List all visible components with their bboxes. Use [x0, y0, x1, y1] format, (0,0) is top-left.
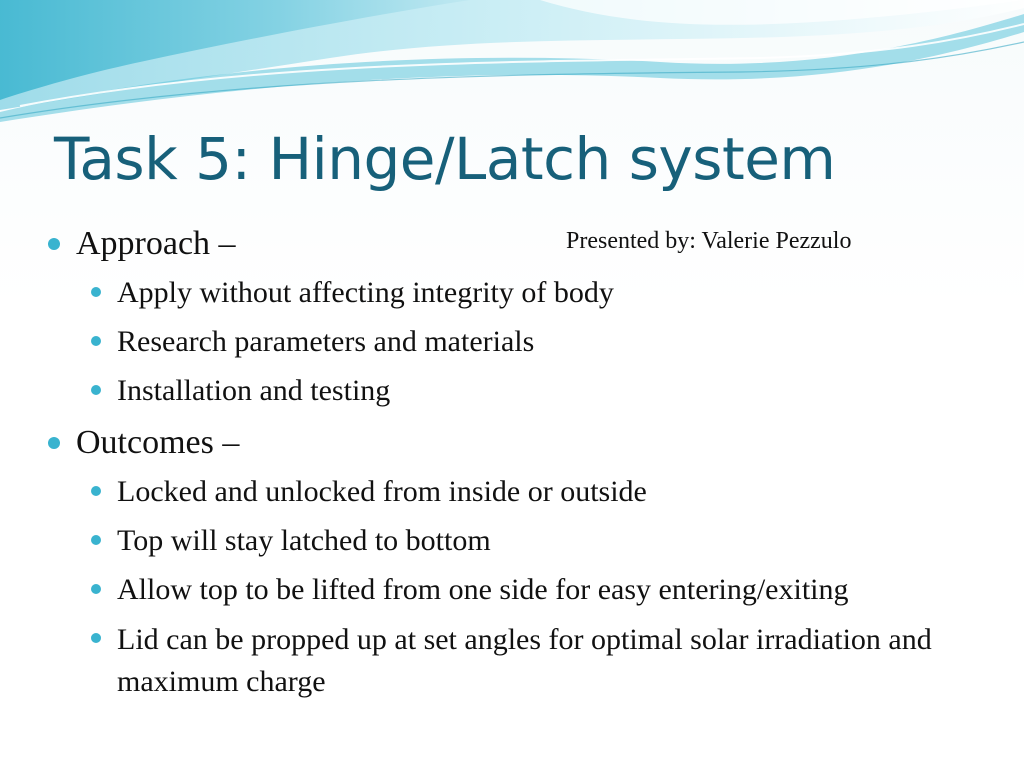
list-item	[48, 322, 1008, 362]
section-heading-text: Outcomes –	[76, 424, 240, 461]
bullet-dot-icon	[48, 238, 60, 250]
list-item	[48, 521, 1008, 561]
section-heading-outcomes	[48, 421, 1008, 465]
bullet-dot-icon	[91, 336, 101, 346]
bullet-dot-icon	[91, 486, 101, 496]
list-item-text: Top will stay latched to bottom	[117, 524, 491, 557]
bullet-dot-icon	[91, 535, 101, 545]
list-item-text: Apply without affecting integrity of body	[117, 276, 614, 309]
bullet-dot-icon	[91, 584, 101, 594]
list-item	[48, 570, 1008, 610]
section-heading-text: Approach –	[76, 225, 236, 262]
presenter-credit: Presented by: Valerie Pezzulo	[566, 228, 852, 254]
bullet-list	[48, 222, 1008, 703]
list-item-text: Allow top to be lifted from one side for easy entering/exiting	[117, 573, 849, 606]
bullet-dot-icon	[91, 287, 101, 297]
bullet-dot-icon	[91, 385, 101, 395]
list-item-text: Research parameters and materials	[117, 325, 535, 358]
slide-title: Task 5: Hinge/Latch system	[54, 125, 836, 193]
list-item-text: Lid can be propped up at set angles for optimal solar irradiation and maximum charge	[117, 623, 932, 698]
list-item	[48, 619, 1008, 703]
list-item	[48, 371, 1008, 411]
list-item	[48, 472, 1008, 512]
list-item-text: Installation and testing	[117, 374, 391, 407]
list-item	[48, 273, 1008, 313]
decorative-wave-header	[0, 0, 1024, 130]
section-heading-approach	[48, 222, 1008, 266]
bullet-dot-icon	[48, 437, 60, 449]
list-item-text: Locked and unlocked from inside or outside	[117, 475, 647, 508]
bullet-dot-icon	[91, 633, 101, 643]
